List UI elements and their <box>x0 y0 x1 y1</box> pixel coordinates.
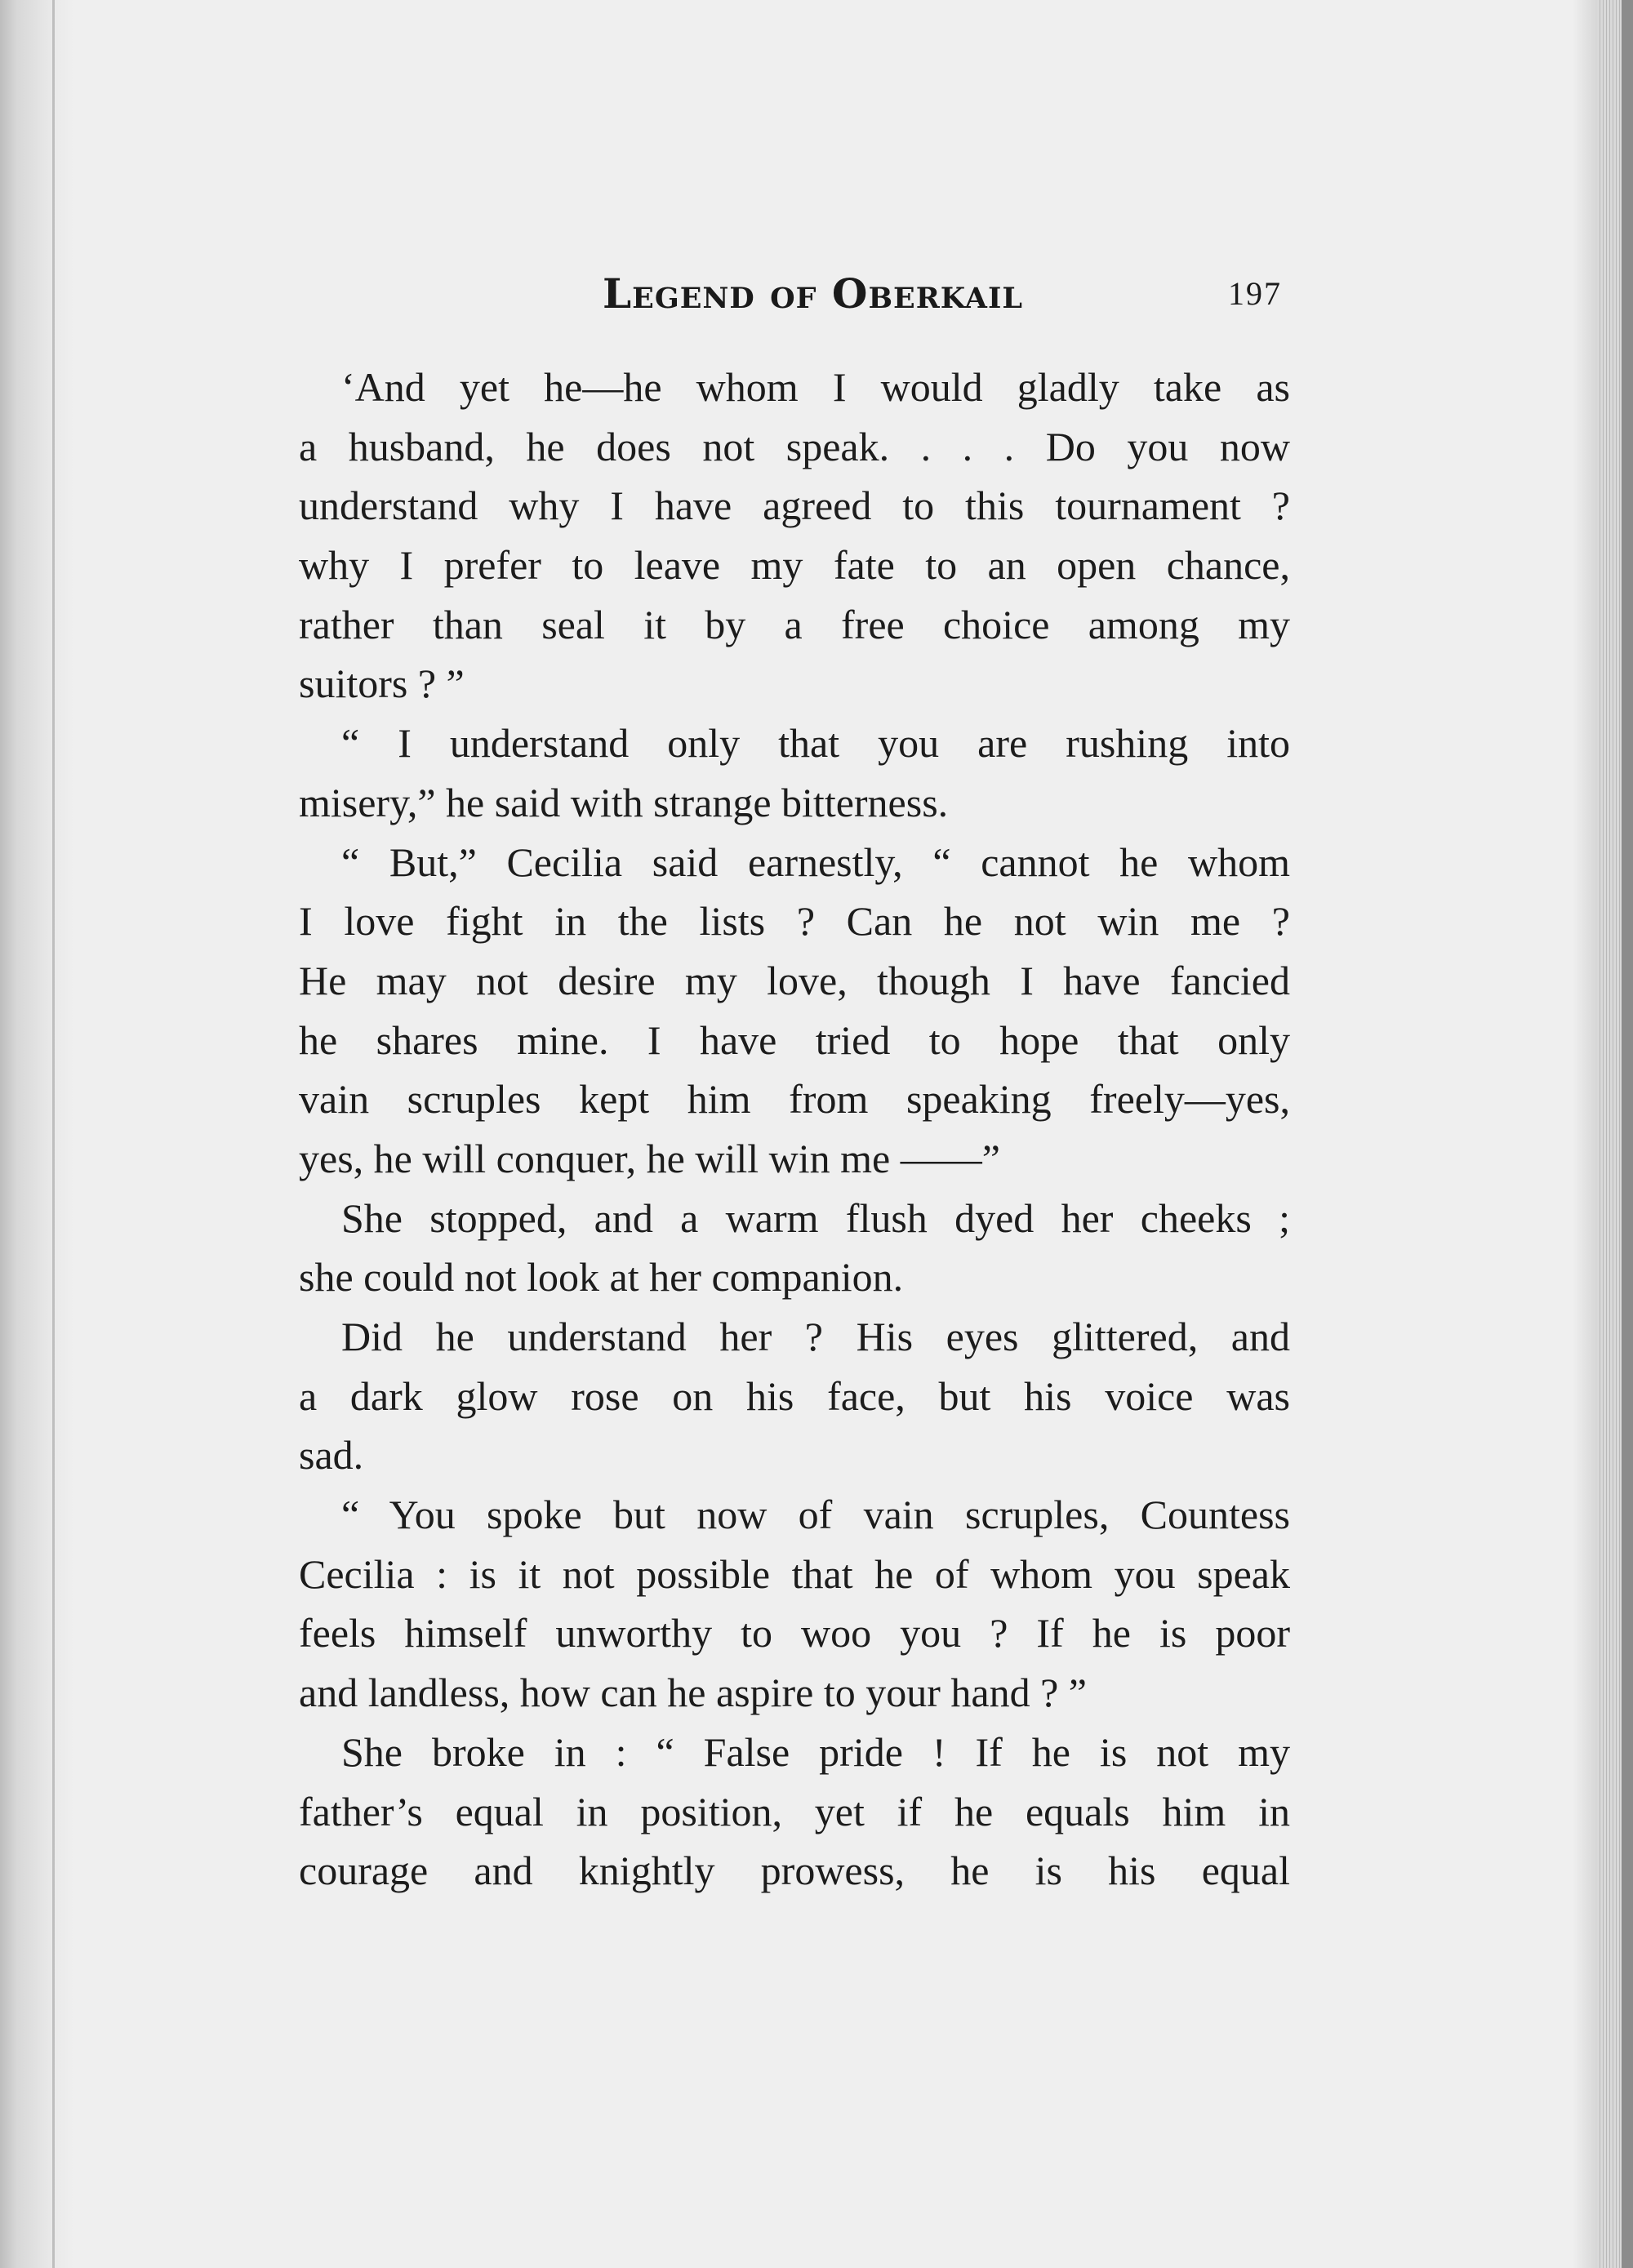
text-line: a husband, he does not speak. . . . Do you now <box>299 423 1290 469</box>
running-title: Legend of Oberkail <box>603 269 1023 318</box>
page-number: 197 <box>1228 275 1282 312</box>
text-line: he shares mine. I have tried to hope that only <box>299 1016 1290 1063</box>
text-line: She stopped, and a warm flush dyed her cheeks ; <box>341 1194 1290 1241</box>
text-line: rather than seal it by a free choice among my <box>299 601 1290 647</box>
text-line: suitors ? ” <box>299 660 465 707</box>
text-line: He may not desire my love, though I have fancied <box>299 957 1290 1003</box>
text-line: Cecilia : is it not possible that he of whom you speak <box>299 1550 1290 1597</box>
page-edge-shadow <box>1573 0 1597 2268</box>
text-line: understand why I have agreed to this tournament ? <box>299 483 1290 529</box>
text-line: why I prefer to leave my fate to an open chance, <box>299 542 1290 589</box>
binding-line <box>52 0 55 2268</box>
body-text <box>299 358 1290 1901</box>
text-line: “ You spoke but now of vain scruples, Countess <box>341 1492 1290 1538</box>
text-line: sad. <box>299 1432 364 1479</box>
text-line: courage and knightly prowess, he is his equal <box>299 1848 1290 1894</box>
text-line: a dark glow rose on his face, but his voice was <box>299 1372 1290 1419</box>
text-line: I love fight in the lists ? Can he not win me ? <box>299 898 1290 945</box>
text-line: feels himself unworthy to woo you ? If he is poor <box>299 1610 1290 1657</box>
text-line: ‘And yet he—he whom I would gladly take as <box>341 364 1290 410</box>
page-stack-edge-dark <box>1622 0 1633 2268</box>
text-line: and landless, how can he aspire to your hand ? ” <box>299 1670 1087 1716</box>
text-line: She broke in : “ False pride ! If he is not my <box>341 1728 1290 1775</box>
text-line: yes, he will conquer, he will win me ——” <box>299 1135 1000 1181</box>
running-head <box>294 269 1298 335</box>
text-line: “ But,” Cecilia said earnestly, “ cannot he whom <box>341 838 1290 885</box>
text-line: father’s equal in position, yet if he equals him in <box>299 1788 1290 1834</box>
text-line: Did he understand her ? His eyes glittered, and <box>341 1314 1290 1359</box>
text-line: misery,” he said with strange bitterness. <box>299 779 949 825</box>
text-line: “ I understand only that you are rushing into <box>341 720 1290 767</box>
text-line: vain scruples kept him from speaking freely—yes, <box>299 1076 1290 1123</box>
text-line: she could not look at her companion. <box>299 1254 904 1301</box>
page-gutter <box>0 0 73 2268</box>
